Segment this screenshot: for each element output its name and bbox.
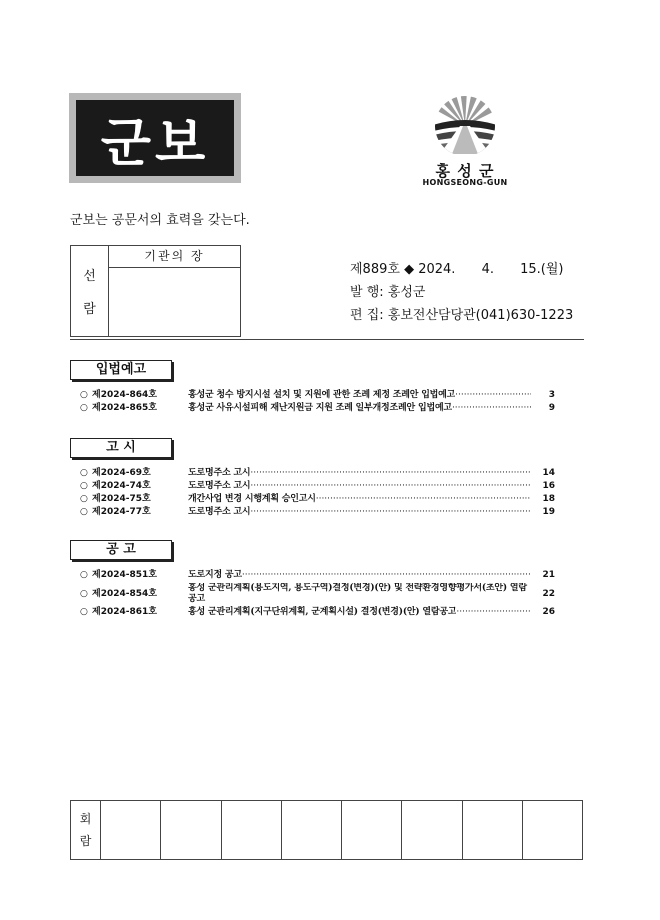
toc-page: 26	[542, 607, 555, 617]
hongseong-logo	[420, 92, 510, 192]
circulation-label-top: 회	[79, 812, 92, 826]
toc-title: 도로명주소 고시	[188, 468, 251, 478]
circulation-cell	[402, 801, 462, 859]
toc-number: 제2024-77호	[92, 507, 151, 517]
logo-english-name: HONGSEONG-GUN	[422, 178, 508, 187]
toc-row[interactable]	[80, 569, 555, 582]
toc-title: 도로명주소 고시	[188, 507, 251, 517]
issue-number: 제889호	[350, 262, 400, 277]
seonram-box	[70, 245, 241, 337]
toc-page: 19	[542, 507, 555, 517]
toc-number: 제2024-69호	[92, 468, 151, 478]
toc-bullet: ○	[80, 481, 88, 491]
circulation-label	[71, 801, 101, 859]
toc-number: 제2024-864호	[92, 390, 157, 400]
toc-bullet: ○	[80, 403, 88, 413]
issue-info	[350, 258, 573, 327]
toc-title: 홍성 군관리계획(용도지역, 용도구역)결정(변경)(안) 및 전략환경영향평가서(초안) 열람공고	[188, 583, 527, 604]
toc-title: 도로명주소 고시	[188, 481, 251, 491]
toc-title: 개간사업 변경 시행계획 승인고시	[188, 494, 316, 504]
seonram-label	[71, 246, 109, 336]
toc-row[interactable]	[80, 467, 555, 480]
toc-row[interactable]	[80, 493, 555, 506]
toc-number: 제2024-851호	[92, 570, 157, 580]
editor: 홍보전산담당관(041)630-1223	[387, 308, 574, 323]
publisher-row	[350, 281, 573, 304]
seonram-label-top: 선	[83, 269, 96, 284]
toc-row[interactable]	[80, 402, 555, 415]
seonram-label-bottom: 람	[83, 302, 96, 317]
toc-page: 3	[548, 390, 555, 400]
circulation-label-bottom: 람	[79, 834, 92, 848]
issue-month: 4.	[481, 262, 494, 277]
diamond-icon: ◆	[404, 262, 415, 277]
logo-name: 홍 성 군	[435, 162, 495, 180]
toc-bullet: ○	[80, 494, 88, 504]
toc-row[interactable]	[80, 582, 555, 606]
masthead	[69, 93, 241, 183]
circulation-cell	[523, 801, 582, 859]
publisher: 홍성군	[387, 285, 426, 300]
circulation-cell	[161, 801, 221, 859]
seonram-header: 기관의 장	[109, 246, 240, 268]
toc-bullet: ○	[80, 570, 88, 580]
toc-number: 제2024-861호	[92, 607, 157, 617]
toc-legislation	[80, 389, 555, 415]
toc-title: 홍성 군관리계획(지구단위계획, 군계획시설) 결정(변경)(안) 열람공고	[188, 607, 457, 617]
toc-announcement	[80, 569, 555, 619]
toc-bullet: ○	[80, 607, 88, 617]
section-title-legislation: 입법예고	[70, 360, 172, 380]
issue-date-row	[350, 258, 573, 281]
toc-bullet: ○	[80, 588, 88, 599]
hongseong-emblem-icon	[430, 92, 500, 154]
toc-row[interactable]	[80, 480, 555, 493]
editor-row	[350, 304, 573, 327]
masthead-title: 군보	[76, 100, 234, 176]
header-divider	[70, 339, 584, 340]
toc-page: 21	[542, 570, 555, 580]
toc-notice	[80, 467, 555, 519]
toc-number: 제2024-75호	[92, 494, 151, 504]
circulation-table	[70, 800, 583, 860]
toc-page: 9	[548, 403, 555, 413]
circulation-cell	[282, 801, 342, 859]
issue-year: 2024.	[418, 262, 456, 277]
circulation-cell	[101, 801, 161, 859]
toc-page: 22	[542, 588, 555, 599]
toc-row[interactable]	[80, 506, 555, 519]
circulation-cell	[342, 801, 402, 859]
toc-page: 16	[542, 481, 555, 491]
toc-title: 홍성군 청수 방지시설 설치 및 지원에 관한 조례 제정 조례안 입법예고	[188, 390, 456, 400]
circulation-cell	[463, 801, 523, 859]
toc-number: 제2024-74호	[92, 481, 151, 491]
toc-title: 도로지정 공고	[188, 570, 242, 580]
issue-day: 15.(월)	[520, 262, 564, 277]
toc-page: 18	[542, 494, 555, 504]
toc-bullet: ○	[80, 507, 88, 517]
toc-page: 14	[542, 468, 555, 478]
toc-number: 제2024-865호	[92, 403, 157, 413]
section-title-announcement: 공 고	[70, 540, 172, 560]
toc-row[interactable]	[80, 389, 555, 402]
toc-bullet: ○	[80, 468, 88, 478]
publisher-label: 발 행:	[350, 285, 384, 300]
toc-title: 홍성군 사유시설피해 재난지원금 지원 조례 일부개정조례안 입법예고	[188, 403, 452, 413]
editor-label: 편 집:	[350, 308, 384, 323]
toc-bullet: ○	[80, 390, 88, 400]
tagline: 군보는 공문서의 효력을 갖는다.	[70, 213, 250, 228]
toc-number: 제2024-854호	[92, 588, 157, 599]
section-title-notice: 고 시	[70, 438, 172, 458]
circulation-cell	[222, 801, 282, 859]
toc-row[interactable]	[80, 606, 555, 619]
